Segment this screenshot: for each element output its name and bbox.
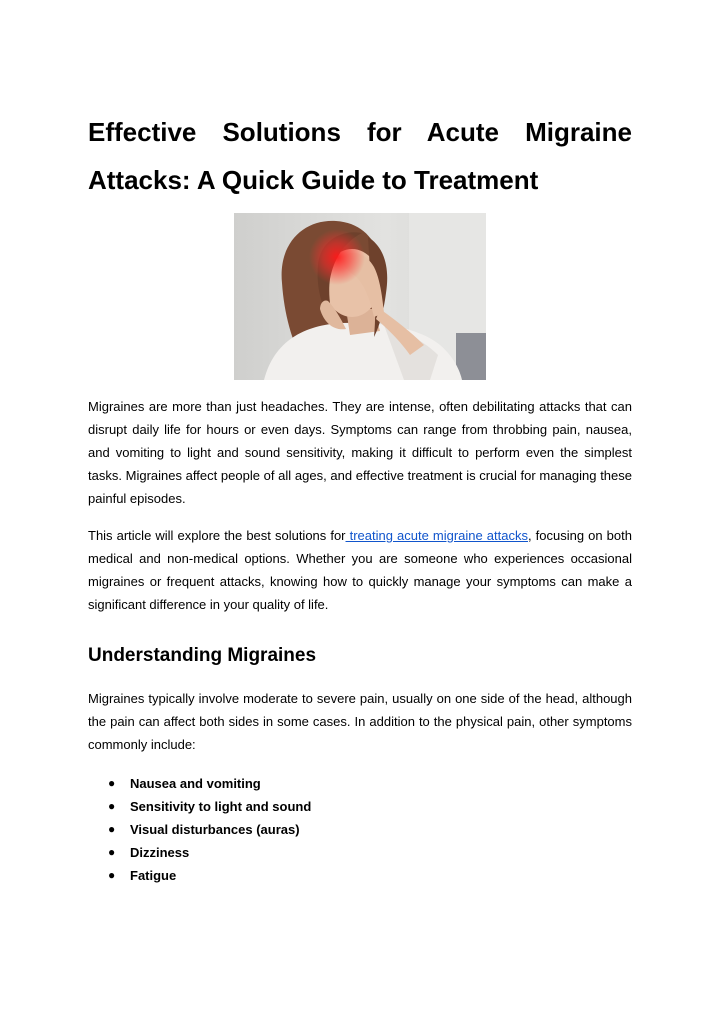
list-item-label: Nausea and vomiting — [130, 776, 261, 791]
list-item — [88, 818, 632, 841]
bullet-icon: ● — [108, 776, 116, 790]
treating-migraine-link[interactable]: treating acute migraine attacks — [345, 528, 528, 543]
second-paragraph — [88, 524, 632, 616]
article-title: Effective Solutions for Acute Migraine Attacks: A Quick Guide to Treatment — [88, 117, 632, 195]
bullet-icon: ● — [108, 799, 116, 813]
list-item-label: Dizziness — [130, 845, 190, 860]
woman-with-headache-photo — [234, 213, 486, 380]
bullet-icon: ● — [108, 822, 116, 836]
list-item — [88, 841, 632, 864]
second-paragraph-before-link: This article will explore the best solutions for — [88, 528, 346, 543]
section-heading: Understanding Migraines — [88, 645, 317, 666]
list-item-label: Fatigue — [130, 868, 177, 883]
list-item-label: Sensitivity to light and sound — [130, 799, 312, 814]
list-item — [88, 795, 632, 818]
bullet-icon: ● — [108, 868, 116, 882]
section-paragraph: Migraines typically involve moderate to severe pain, usually on one side of the head, although the pain can affect both sides in some cases. In addition to the physical pain, other symptoms commonly include: — [88, 691, 632, 752]
list-item-label: Visual disturbances (auras) — [130, 822, 300, 837]
intro-paragraph: Migraines are more than just headaches. They are intense, often debilitating attacks that can disrupt daily life for hours or even days. Symptoms can range from throbbing pain, nausea, and vomiting to light and sound sensitivity, making it difficult to perform even the simplest tasks. Migraines affect people of all ages, and effective treatment is crucial for managing these painful episodes. — [88, 399, 632, 506]
bullet-icon: ● — [108, 845, 116, 859]
list-item — [88, 772, 632, 795]
second-paragraph-after-link: , focusing on both medical and non-medical options. Whether you are someone who experiences occasional migraines or frequent attacks, knowing how to quickly manage your symptoms can make a significant difference in your quality of life. — [88, 528, 632, 612]
symptoms-list — [88, 772, 632, 887]
hero-image-container — [88, 213, 632, 380]
list-item — [88, 864, 632, 887]
article-body — [88, 108, 632, 887]
